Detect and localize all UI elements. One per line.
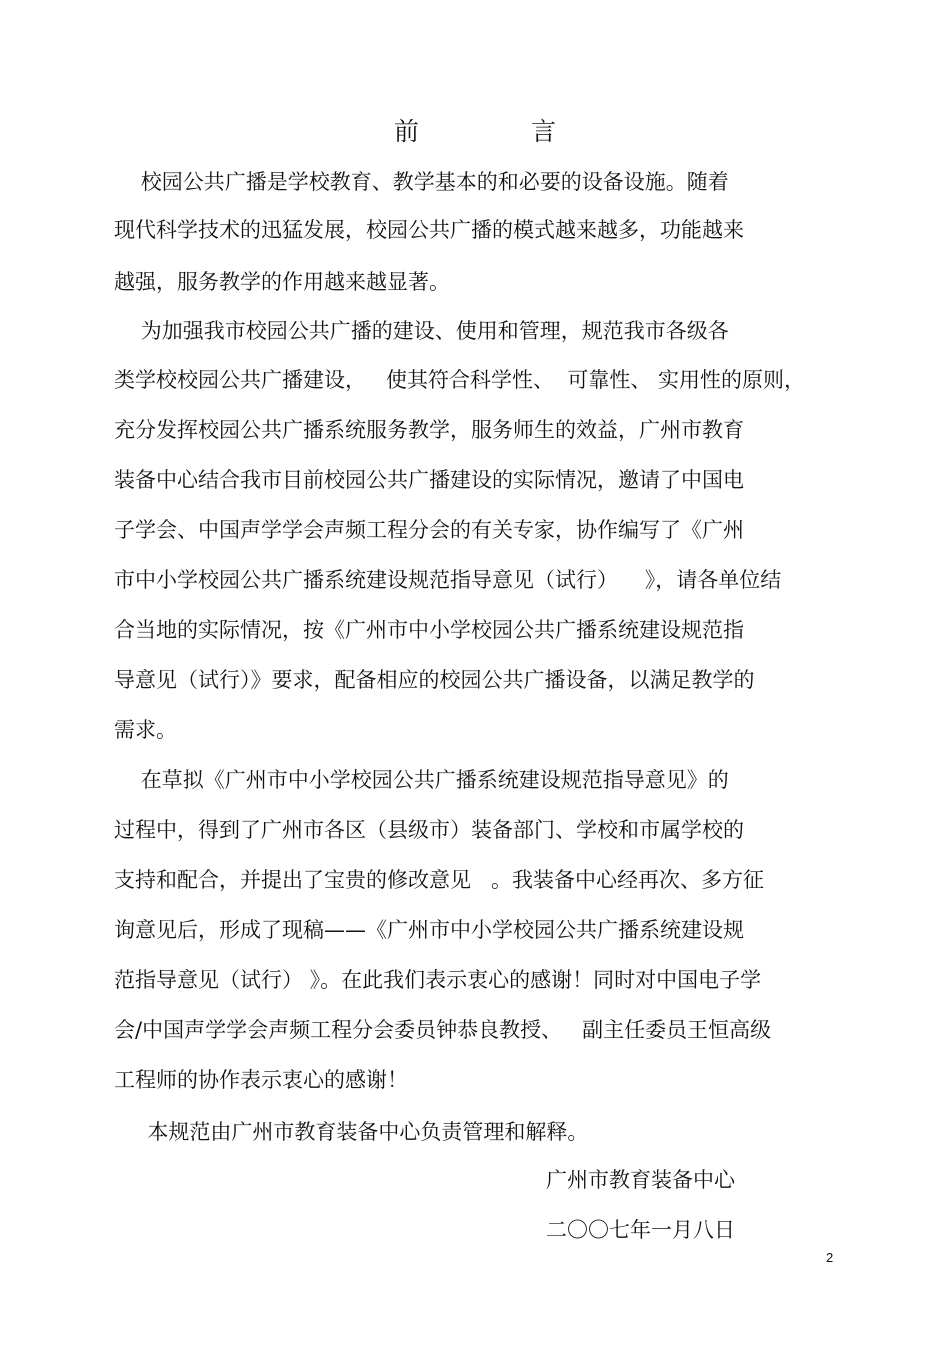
body-line: 在草拟《广州市中小学校园公共广播系统建设规范指导意见》的 (114, 768, 729, 792)
body-line: 为加强我市校园公共广播的建设、使用和管理，规范我市各级各 (114, 319, 729, 343)
body-line: 子学会、中国声学学会声频工程分会的有关专家，协作编写了《广州 (114, 518, 744, 542)
body-line: 支持和配合，并提出了宝贵的修改意见 。我装备中心经再次、多方征 (114, 868, 765, 892)
body-line: 市中小学校园公共广播系统建设规范指导意见（试行） 》，请各单位结 (114, 568, 782, 592)
body-line: 类学校校园公共广播建设， 使其符合科学性、 可靠性、 实用性的原则， (114, 368, 806, 392)
body-line: 过程中，得到了广州市各区（县级市）装备部门、学校和市属学校的 (114, 818, 744, 842)
body-line: 范指导意见（试行） 》。在此我们表示衷心的感谢！同时对中国电子学 (114, 968, 762, 992)
body-line: 校园公共广播是学校教育、教学基本的和必要的设备设施。随着 (114, 170, 729, 194)
signature-organization: 广州市教育装备中心 (546, 1168, 735, 1192)
body-line: 越强，服务教学的作用越来越显著。 (114, 270, 450, 294)
body-line: 充分发挥校园公共广播系统服务教学，服务师生的效益，广州市教育 (114, 418, 744, 442)
body-line: 现代科学技术的迅猛发展，校园公共广播的模式越来越多，功能越来 (114, 218, 744, 242)
signature-date: 二〇〇七年一月八日 (546, 1218, 735, 1242)
body-line: 工程师的协作表示衷心的感谢！ (114, 1068, 408, 1092)
body-line: 导意见（试行）》要求，配备相应的校园公共广播设备，以满足教学的 (114, 668, 755, 692)
page-number: 2 (826, 1250, 834, 1265)
title-char-1: 前 (393, 117, 419, 146)
body-line: 询意见后，形成了现稿——《广州市中小学校园公共广播系统建设规 (114, 918, 744, 942)
body-line: 合当地的实际情况，按《广州市中小学校园公共广播系统建设规范指 (114, 618, 744, 642)
body-line: 本规范由广州市教育装备中心负责管理和解释。 (114, 1120, 589, 1144)
body-line: 会/中国声学学会声频工程分会委员钟恭良教授、 副主任委员王恒高级 (114, 1018, 772, 1042)
body-line: 需求。 (114, 718, 177, 742)
title-char-2: 言 (531, 117, 557, 146)
body-line: 装备中心结合我市目前校园公共广播建设的实际情况，邀请了中国电 (114, 468, 744, 492)
page-title (0, 112, 950, 148)
